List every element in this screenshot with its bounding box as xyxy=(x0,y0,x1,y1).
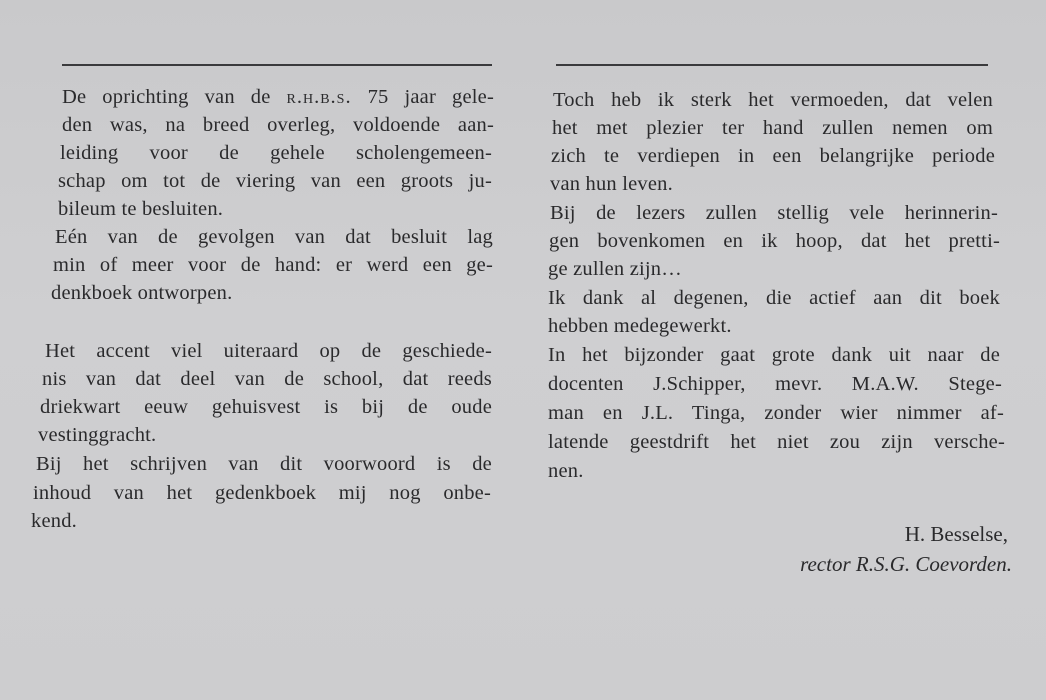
left-line: Eén van de gevolgen van dat besluit lag xyxy=(55,226,493,248)
left-line: inhoud van het gedenkboek mij nog onbe- xyxy=(33,482,491,504)
right-line: gen bovenkomen en ik hoop, dat het pretti- xyxy=(549,230,1000,252)
left-line xyxy=(62,83,494,111)
left-line: min of meer voor de hand: er werd een ge- xyxy=(53,254,493,276)
signature-role: rector R.S.G. Coevorden. xyxy=(800,552,1012,576)
left-line: nis van dat deel van de school, dat reeds xyxy=(42,368,492,390)
right-line: In het bijzonder gaat grote dank uit naar de xyxy=(548,344,1000,366)
right-line: man en J.L. Tinga, zonder wier nimmer af- xyxy=(548,402,1004,424)
right-line: Toch heb ik sterk het vermoeden, dat velen xyxy=(553,89,993,111)
right-column-rule xyxy=(556,64,988,66)
left-line: Bij het schrijven van dit voorwoord is de xyxy=(36,453,492,475)
right-line: het met plezier ter hand zullen nemen om xyxy=(552,117,993,139)
left-line: bileum te besluiten. xyxy=(58,198,224,220)
right-line: latende geestdrift het niet zou zijn versche- xyxy=(548,431,1005,453)
right-line: zich te verdiepen in een belangrijke periode xyxy=(551,145,995,167)
left-column-rule xyxy=(62,64,492,66)
right-line: nen. xyxy=(548,460,584,482)
left-line: Het accent viel uiteraard op de geschiede- xyxy=(45,340,492,362)
left-line-post: 75 jaar gele- xyxy=(351,86,494,108)
left-line: schap om tot de viering van een groots ju- xyxy=(58,170,492,192)
left-line: driekwart eeuw gehuisvest is bij de oude xyxy=(40,396,492,418)
left-line: leiding voor de gehele scholengemeen- xyxy=(60,142,492,164)
left-line: denkboek ontworpen. xyxy=(51,282,233,304)
right-line: ge zullen zijn… xyxy=(548,258,682,280)
right-line: docenten J.Schipper, mevr. M.A.W. Stege- xyxy=(548,373,1002,395)
right-line: hebben medegewerkt. xyxy=(548,315,732,337)
left-line: vestinggracht. xyxy=(38,424,157,446)
rhbs-smallcaps: r.h.b.s. xyxy=(286,86,352,108)
right-line: Bij de lezers zullen stellig vele herinnerin- xyxy=(550,202,998,224)
left-line: kend. xyxy=(31,510,77,532)
signature-name: H. Besselse, xyxy=(904,522,1008,546)
right-line: van hun leven. xyxy=(550,173,673,195)
left-line: den was, na breed overleg, voldoende aan- xyxy=(62,114,494,136)
left-line-pre: De oprichting van de xyxy=(62,86,287,108)
right-line: Ik dank al degenen, die actief aan dit boek xyxy=(548,287,1000,309)
